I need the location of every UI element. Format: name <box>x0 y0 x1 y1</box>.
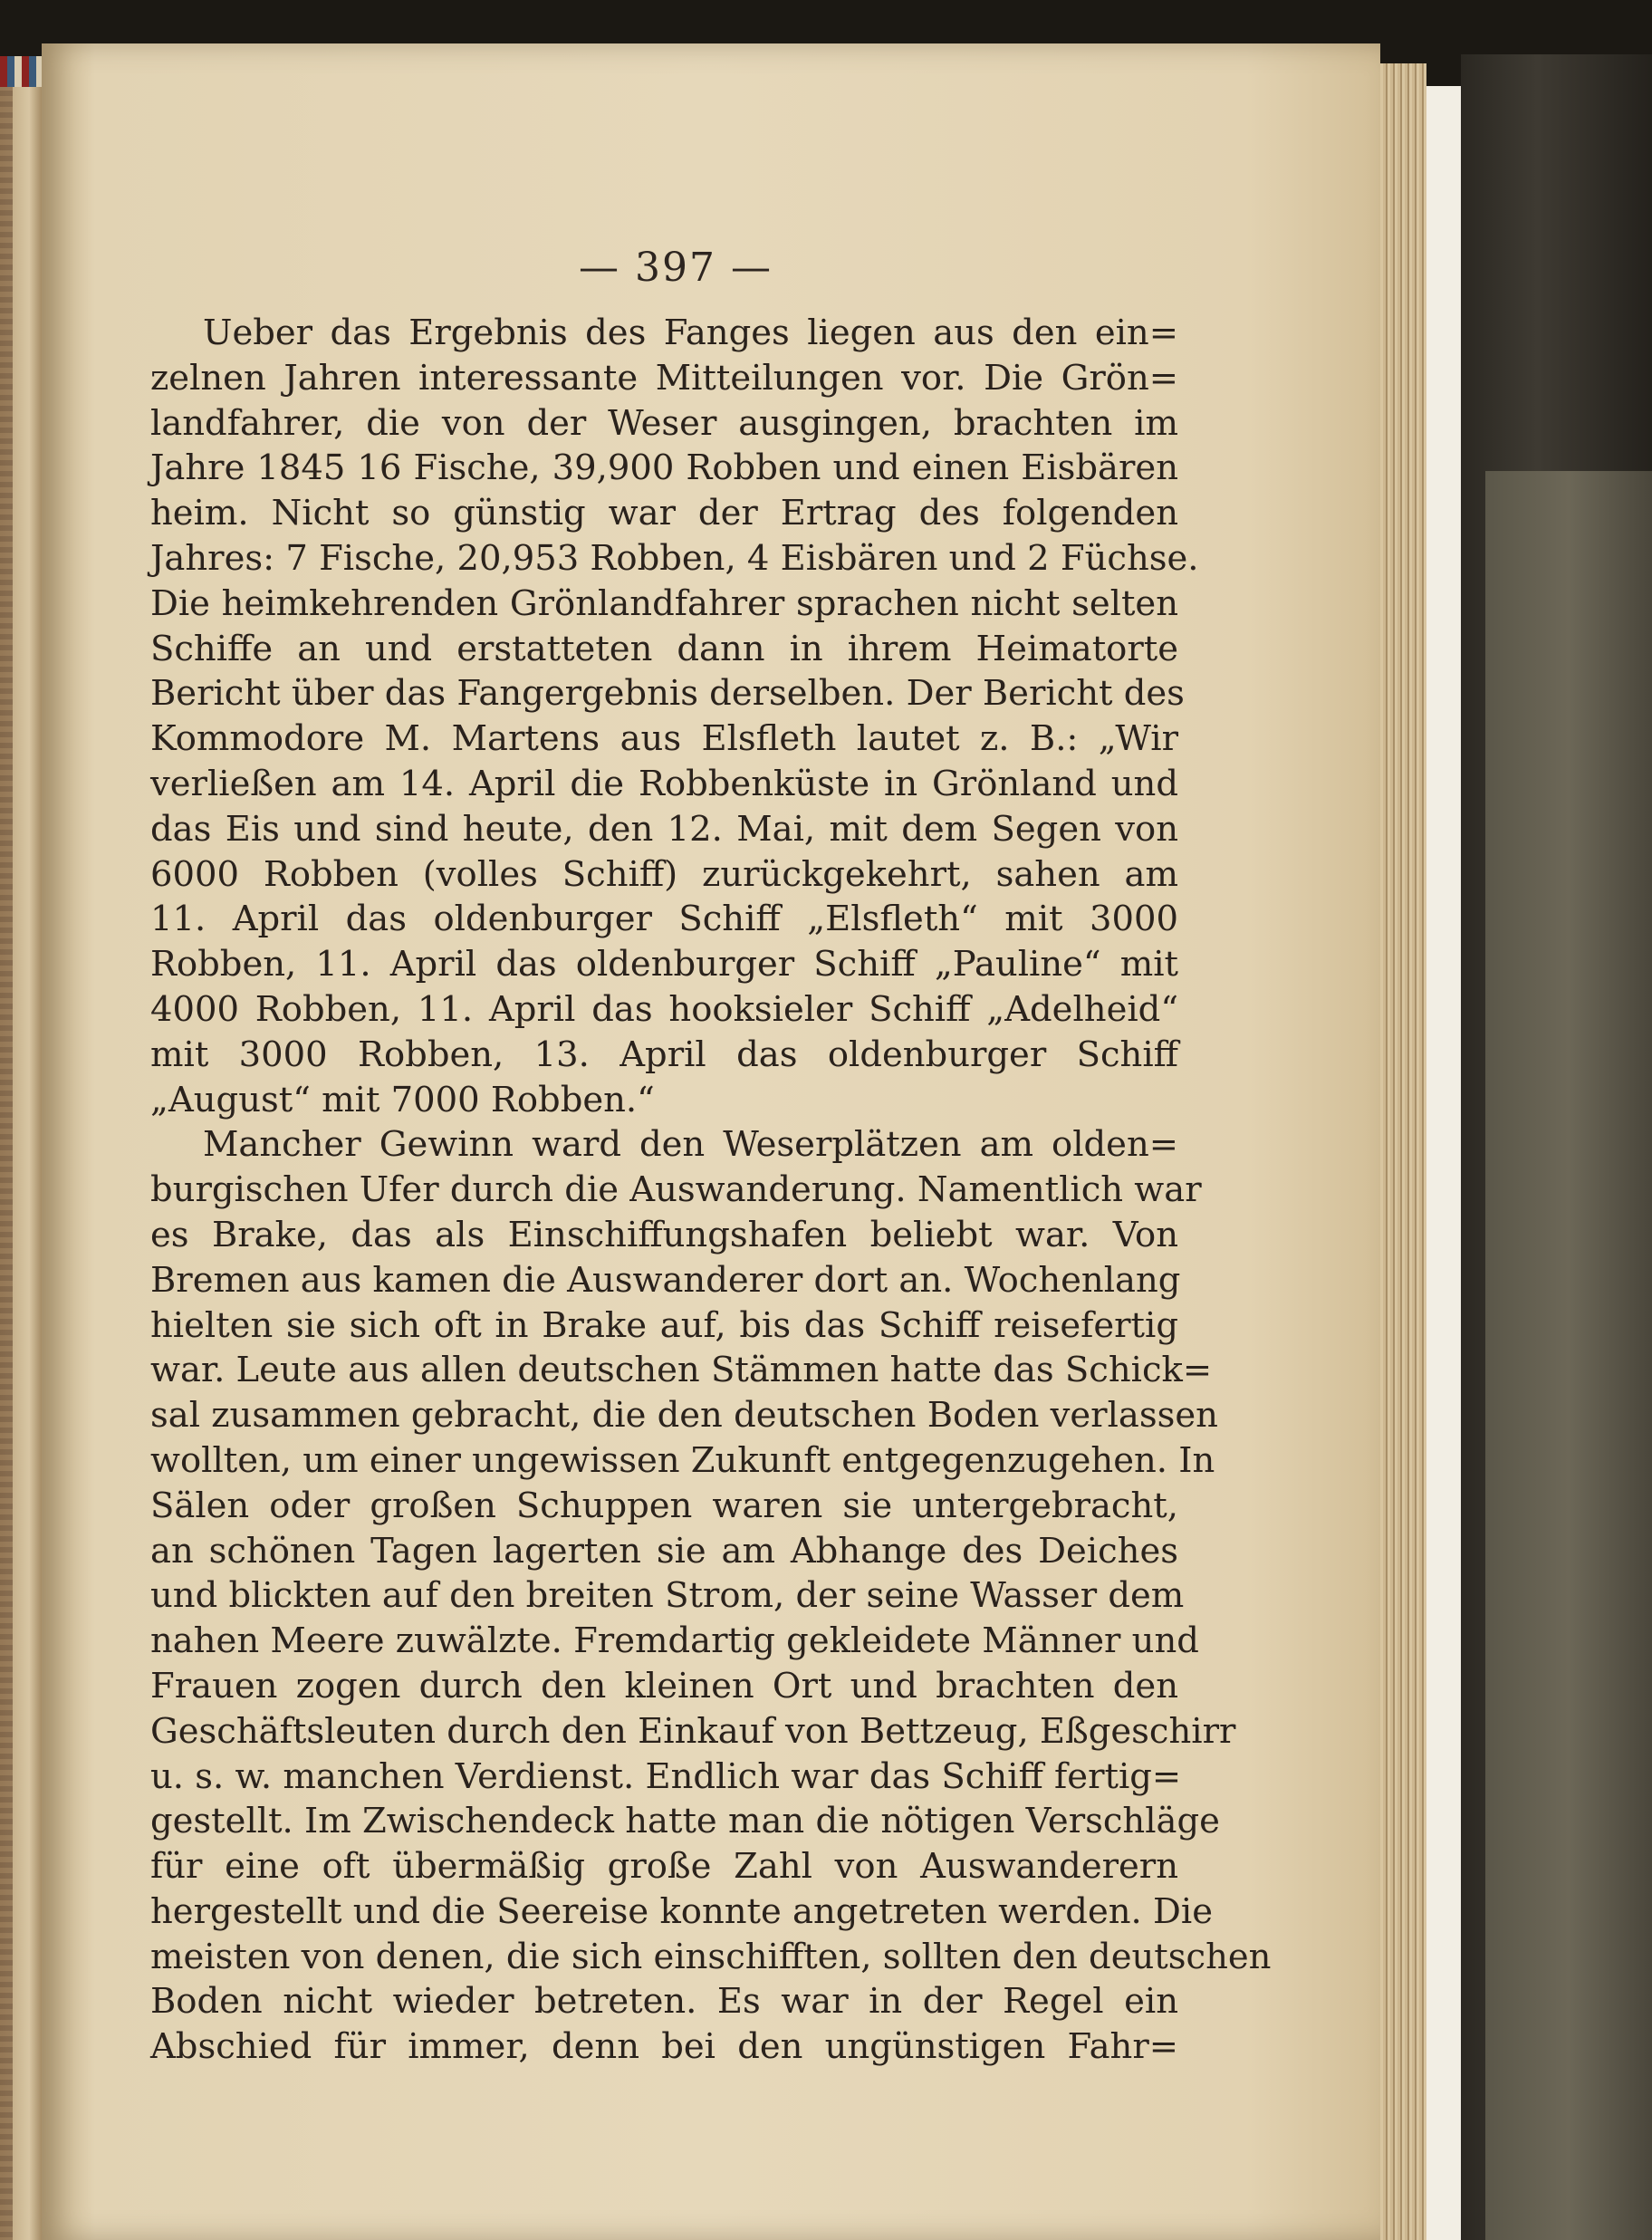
text-line: für eine oft übermäßig große Zahl von Auswanderern <box>150 1846 1178 1888</box>
text-line: sal zusammen gebracht, die den deutschen Boden verlassen <box>150 1395 1218 1437</box>
text-line: Geschäftsleuten durch den Einkauf von Bettzeug, Eßgeschirr <box>150 1710 1236 1752</box>
text-line: Schiffe an und erstatteten dann in ihrem Heimatorte <box>150 628 1178 669</box>
text-line: Mancher Gewinn ward den Weserplätzen am olden= <box>203 1124 1178 1166</box>
binding-edge <box>0 63 13 2240</box>
text-line: Sälen oder großen Schuppen waren sie untergebracht, <box>150 1485 1178 1526</box>
text-line: an schönen Tagen lagerten sie am Abhange des Deiches <box>150 1530 1178 1572</box>
paragraph-2 <box>150 1122 1272 2070</box>
text-line: hergestellt und die Seereise konnte angetreten werden. Die <box>150 1890 1213 1932</box>
text-line: Bremen aus kamen die Auswanderer dort an. Wochenlang <box>150 1259 1181 1301</box>
text-line: Kommodore M. Martens aus Elsfleth lautet z. B.: „Wir <box>150 718 1178 760</box>
text-line: Jahre 1845 16 Fische, 39,900 Robben und einen Eisbären <box>150 447 1178 489</box>
text-line: war. Leute aus allen deutschen Stämmen hatte das Schick= <box>150 1350 1213 1391</box>
text-line: Abschied für immer, denn bei den ungünstigen Fahr= <box>150 2026 1178 2068</box>
text-line: gestellt. Im Zwischendeck hatte man die nötigen Verschläge <box>150 1801 1220 1842</box>
cover-leather-corner <box>1485 471 1652 2240</box>
text-line: landfahrer, die von der Weser ausgingen, brachten im <box>150 402 1178 444</box>
text-line: mit 3000 Robben, 13. April das oldenburger Schiff <box>150 1033 1178 1075</box>
text-line: Robben, 11. April das oldenburger Schiff „Pauline“ mit <box>150 944 1178 985</box>
text-line: hielten sie sich oft in Brake auf, bis das Schiff reisefertig <box>150 1304 1178 1346</box>
text-line: und blickten auf den breiten Strom, der seine Wasser dem <box>150 1575 1185 1617</box>
text-line: wollten, um einer ungewissen Zukunft entgegenzugehen. In <box>150 1439 1215 1481</box>
text-line: Ueber das Ergebnis des Fanges liegen aus den ein= <box>203 312 1178 353</box>
text-line: Die heimkehrenden Grönlandfahrer sprachen nicht selten <box>150 582 1178 624</box>
text-line: burgischen Ufer durch die Auswanderung. Namentlich war <box>150 1169 1202 1211</box>
text-line: 4000 Robben, 11. April das hooksieler Schiff „Adelheid“ <box>150 988 1178 1030</box>
text-line: 11. April das oldenburger Schiff „Elsfleth“ mit 3000 <box>150 899 1178 940</box>
text-line: Boden nicht wieder betreten. Es war in der Regel ein <box>150 1981 1178 2023</box>
paragraph-1 <box>150 311 1199 1122</box>
endpaper-strip <box>1426 86 1461 2240</box>
text-line: u. s. w. manchen Verdienst. Endlich war das Schiff fertig= <box>150 1755 1182 1797</box>
page-number: — 397 — <box>579 245 773 291</box>
text-line: nahen Meere zuwälzte. Fremdartig gekleidete Männer und <box>150 1620 1199 1662</box>
text-line: 6000 Robben (volles Schiff) zurückgekehrt, sahen am <box>150 853 1178 895</box>
text-line: Jahres: 7 Fische, 20,953 Robben, 4 Eisbären und 2 Füchse. <box>150 537 1199 579</box>
text-line: Frauen zogen durch den kleinen Ort und brachten den <box>150 1665 1178 1706</box>
text-line: es Brake, das als Einschiffungshafen beliebt war. Von <box>150 1214 1178 1255</box>
text-line: Bericht über das Fangergebnis derselben. Der Bericht des <box>150 673 1185 715</box>
text-line: „August“ mit 7000 Robben.“ <box>150 1079 655 1120</box>
body-text <box>150 311 1272 2070</box>
text-line: zelnen Jahren interessante Mitteilungen vor. Die Grön= <box>150 357 1178 399</box>
text-line: heim. Nicht so günstig war der Ertrag des folgenden <box>150 493 1178 534</box>
text-line: das Eis und sind heute, den 12. Mai, mit dem Segen von <box>150 808 1178 850</box>
book-page <box>42 43 1380 2240</box>
text-line: meisten von denen, die sich einschifften, sollten den deutschen <box>150 1936 1272 1977</box>
text-line: verließen am 14. April die Robbenküste in Grönland und <box>150 763 1178 804</box>
